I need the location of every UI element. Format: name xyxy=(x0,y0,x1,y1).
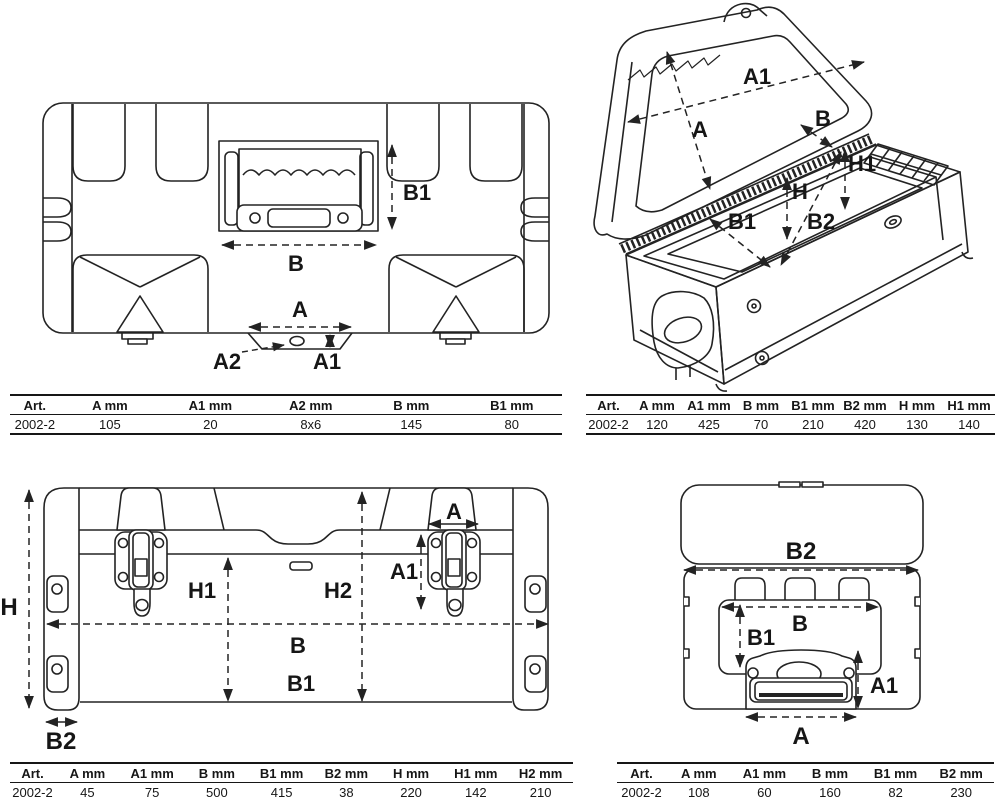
column-header: A1 mm xyxy=(683,395,735,415)
dim-label-h1: H1 xyxy=(847,151,877,176)
cell: 500 xyxy=(206,785,228,800)
top-tab xyxy=(785,578,815,600)
latch-keeper xyxy=(883,214,903,231)
cell: 2002-2 xyxy=(12,785,53,800)
column-header: B1 mm xyxy=(249,763,314,783)
lid-tab xyxy=(470,104,522,181)
cell: 130 xyxy=(906,417,928,432)
cell: 2002-2 xyxy=(588,417,629,432)
column-header: H mm xyxy=(891,395,943,415)
dim-label-h: H xyxy=(0,594,18,621)
cell: 38 xyxy=(339,785,354,800)
side-dimensions-table xyxy=(617,762,994,801)
dim-label-a2: A2 xyxy=(212,349,242,374)
dim-label-a: A xyxy=(446,499,462,524)
dim-label-b: B xyxy=(792,611,808,636)
top-tab xyxy=(839,578,869,600)
dim-label-b1: B1 xyxy=(286,671,316,696)
column-header: B mm xyxy=(185,763,250,783)
cell: 2002-2 xyxy=(621,785,662,800)
dim-label-b: B xyxy=(288,251,304,276)
cell: 70 xyxy=(753,417,769,432)
dim-label-b1: B1 xyxy=(746,625,776,650)
column-header: Art. xyxy=(10,763,55,783)
dim-label-h1: H1 xyxy=(187,578,217,603)
cell: 425 xyxy=(698,417,720,432)
front-dimensions-table xyxy=(10,762,573,801)
lid-notch xyxy=(802,482,823,487)
column-header: H2 mm xyxy=(508,763,573,783)
dim-label-h: H xyxy=(792,179,808,204)
lid-top-dimensions xyxy=(213,145,431,374)
column-header: B2 mm xyxy=(314,763,379,783)
column-header: Art. xyxy=(586,395,631,415)
column-header: H1 mm xyxy=(943,395,995,415)
dim-label-b: B xyxy=(290,633,306,658)
column-header: B1 mm xyxy=(461,395,562,415)
cell: 210 xyxy=(529,785,552,800)
table-row xyxy=(586,415,995,435)
cell: 75 xyxy=(144,785,160,800)
table-row xyxy=(10,415,562,435)
rivet xyxy=(748,300,761,313)
latch-recess-left xyxy=(73,255,208,332)
column-header: B1 mm xyxy=(787,395,839,415)
cell: 80 xyxy=(504,417,519,432)
dim-label-b2: B2 xyxy=(45,728,77,755)
dim-label-a: A xyxy=(792,723,810,750)
cell: 142 xyxy=(464,785,487,800)
latch-left xyxy=(115,488,167,616)
front-view xyxy=(0,470,580,762)
column-header: A2 mm xyxy=(261,395,361,415)
column-header: A mm xyxy=(60,395,160,415)
column-header: Art. xyxy=(10,395,60,415)
cell: 60 xyxy=(757,785,772,800)
cell: 140 xyxy=(958,417,980,432)
dim-label-b1: B1 xyxy=(727,209,757,234)
latch-recess-right xyxy=(389,255,524,332)
cell: 120 xyxy=(646,417,668,432)
lid-top-view xyxy=(0,90,580,382)
table-header-row xyxy=(617,763,994,783)
lid-handle xyxy=(219,141,378,231)
column-header: B2 mm xyxy=(928,763,994,783)
column-header: B mm xyxy=(361,395,461,415)
lid-notch xyxy=(779,482,800,487)
column-header: B1 mm xyxy=(863,763,929,783)
lid-bottom-bracket xyxy=(248,333,352,349)
lid-tab xyxy=(73,104,125,181)
column-header: A1 mm xyxy=(160,395,260,415)
cell: 105 xyxy=(99,417,121,432)
side-view xyxy=(600,470,1000,762)
hinge-lug xyxy=(43,222,71,241)
column-header: A mm xyxy=(631,395,683,415)
cell: 160 xyxy=(819,785,841,800)
dim-label-b2: B2 xyxy=(785,538,817,565)
iso-fittings xyxy=(716,214,973,392)
cell: 8x6 xyxy=(300,417,322,432)
cell: 230 xyxy=(950,785,973,800)
cell: 45 xyxy=(80,785,95,800)
lid-tab xyxy=(156,104,208,181)
dim-label-b2: B2 xyxy=(806,209,836,234)
handle-recess-edges xyxy=(214,488,390,530)
cell: 145 xyxy=(400,417,423,432)
side-notch xyxy=(915,597,920,606)
column-header: A1 mm xyxy=(120,763,185,783)
dim-label-a1: A1 xyxy=(312,349,342,374)
lid-tab xyxy=(387,104,439,181)
cell: 220 xyxy=(400,785,422,800)
handle-grip-wave xyxy=(243,170,355,175)
column-header: B2 mm xyxy=(839,395,891,415)
box-front-face xyxy=(716,172,968,384)
dim-label-a: A xyxy=(292,297,308,322)
isometric-open-view xyxy=(580,0,1000,392)
table-row xyxy=(10,783,573,801)
column-header: B mm xyxy=(797,763,863,783)
table-row xyxy=(617,783,994,801)
dim-label-a1: A1 xyxy=(869,673,899,698)
column-header: A1 mm xyxy=(732,763,798,783)
column-header: H mm xyxy=(379,763,444,783)
cell: 82 xyxy=(888,785,903,800)
iso-dimensions-table xyxy=(586,394,995,435)
dim-label-a1: A1 xyxy=(742,64,772,89)
latch-housing xyxy=(117,488,165,530)
dim-label-a1: A1 xyxy=(389,559,419,584)
cell: 210 xyxy=(802,417,824,432)
side-notch xyxy=(684,649,689,658)
side-handle xyxy=(746,650,856,709)
side-notch xyxy=(684,597,689,606)
hinge-lug xyxy=(521,198,549,217)
cell: 20 xyxy=(203,417,218,432)
side-notch xyxy=(915,649,920,658)
lid-top-dimensions-table xyxy=(10,394,562,435)
center-catch xyxy=(290,562,312,570)
dim-label-a: A xyxy=(692,117,708,142)
hinge-lug xyxy=(521,222,549,241)
table-header-row xyxy=(586,395,995,415)
hinge-strip xyxy=(619,134,876,254)
cell: 108 xyxy=(687,785,710,800)
dim-label-b1: B1 xyxy=(402,180,432,205)
column-header: A mm xyxy=(55,763,120,783)
column-header: A mm xyxy=(666,763,732,783)
box-base-seam xyxy=(640,244,962,372)
iso-side-handle xyxy=(652,292,713,380)
foot xyxy=(716,252,973,391)
column-header: H1 mm xyxy=(443,763,508,783)
cell: 2002-2 xyxy=(14,417,56,432)
hinge-lug xyxy=(43,198,71,217)
cell: 415 xyxy=(270,785,293,800)
dim-label-h2: H2 xyxy=(323,578,353,603)
dim-label-b: B xyxy=(815,106,831,131)
top-tab xyxy=(735,578,765,600)
cell: 420 xyxy=(854,417,876,432)
table-header-row xyxy=(10,395,562,415)
column-header: Art. xyxy=(617,763,666,783)
table-header-row xyxy=(10,763,573,783)
column-header: B mm xyxy=(735,395,787,415)
